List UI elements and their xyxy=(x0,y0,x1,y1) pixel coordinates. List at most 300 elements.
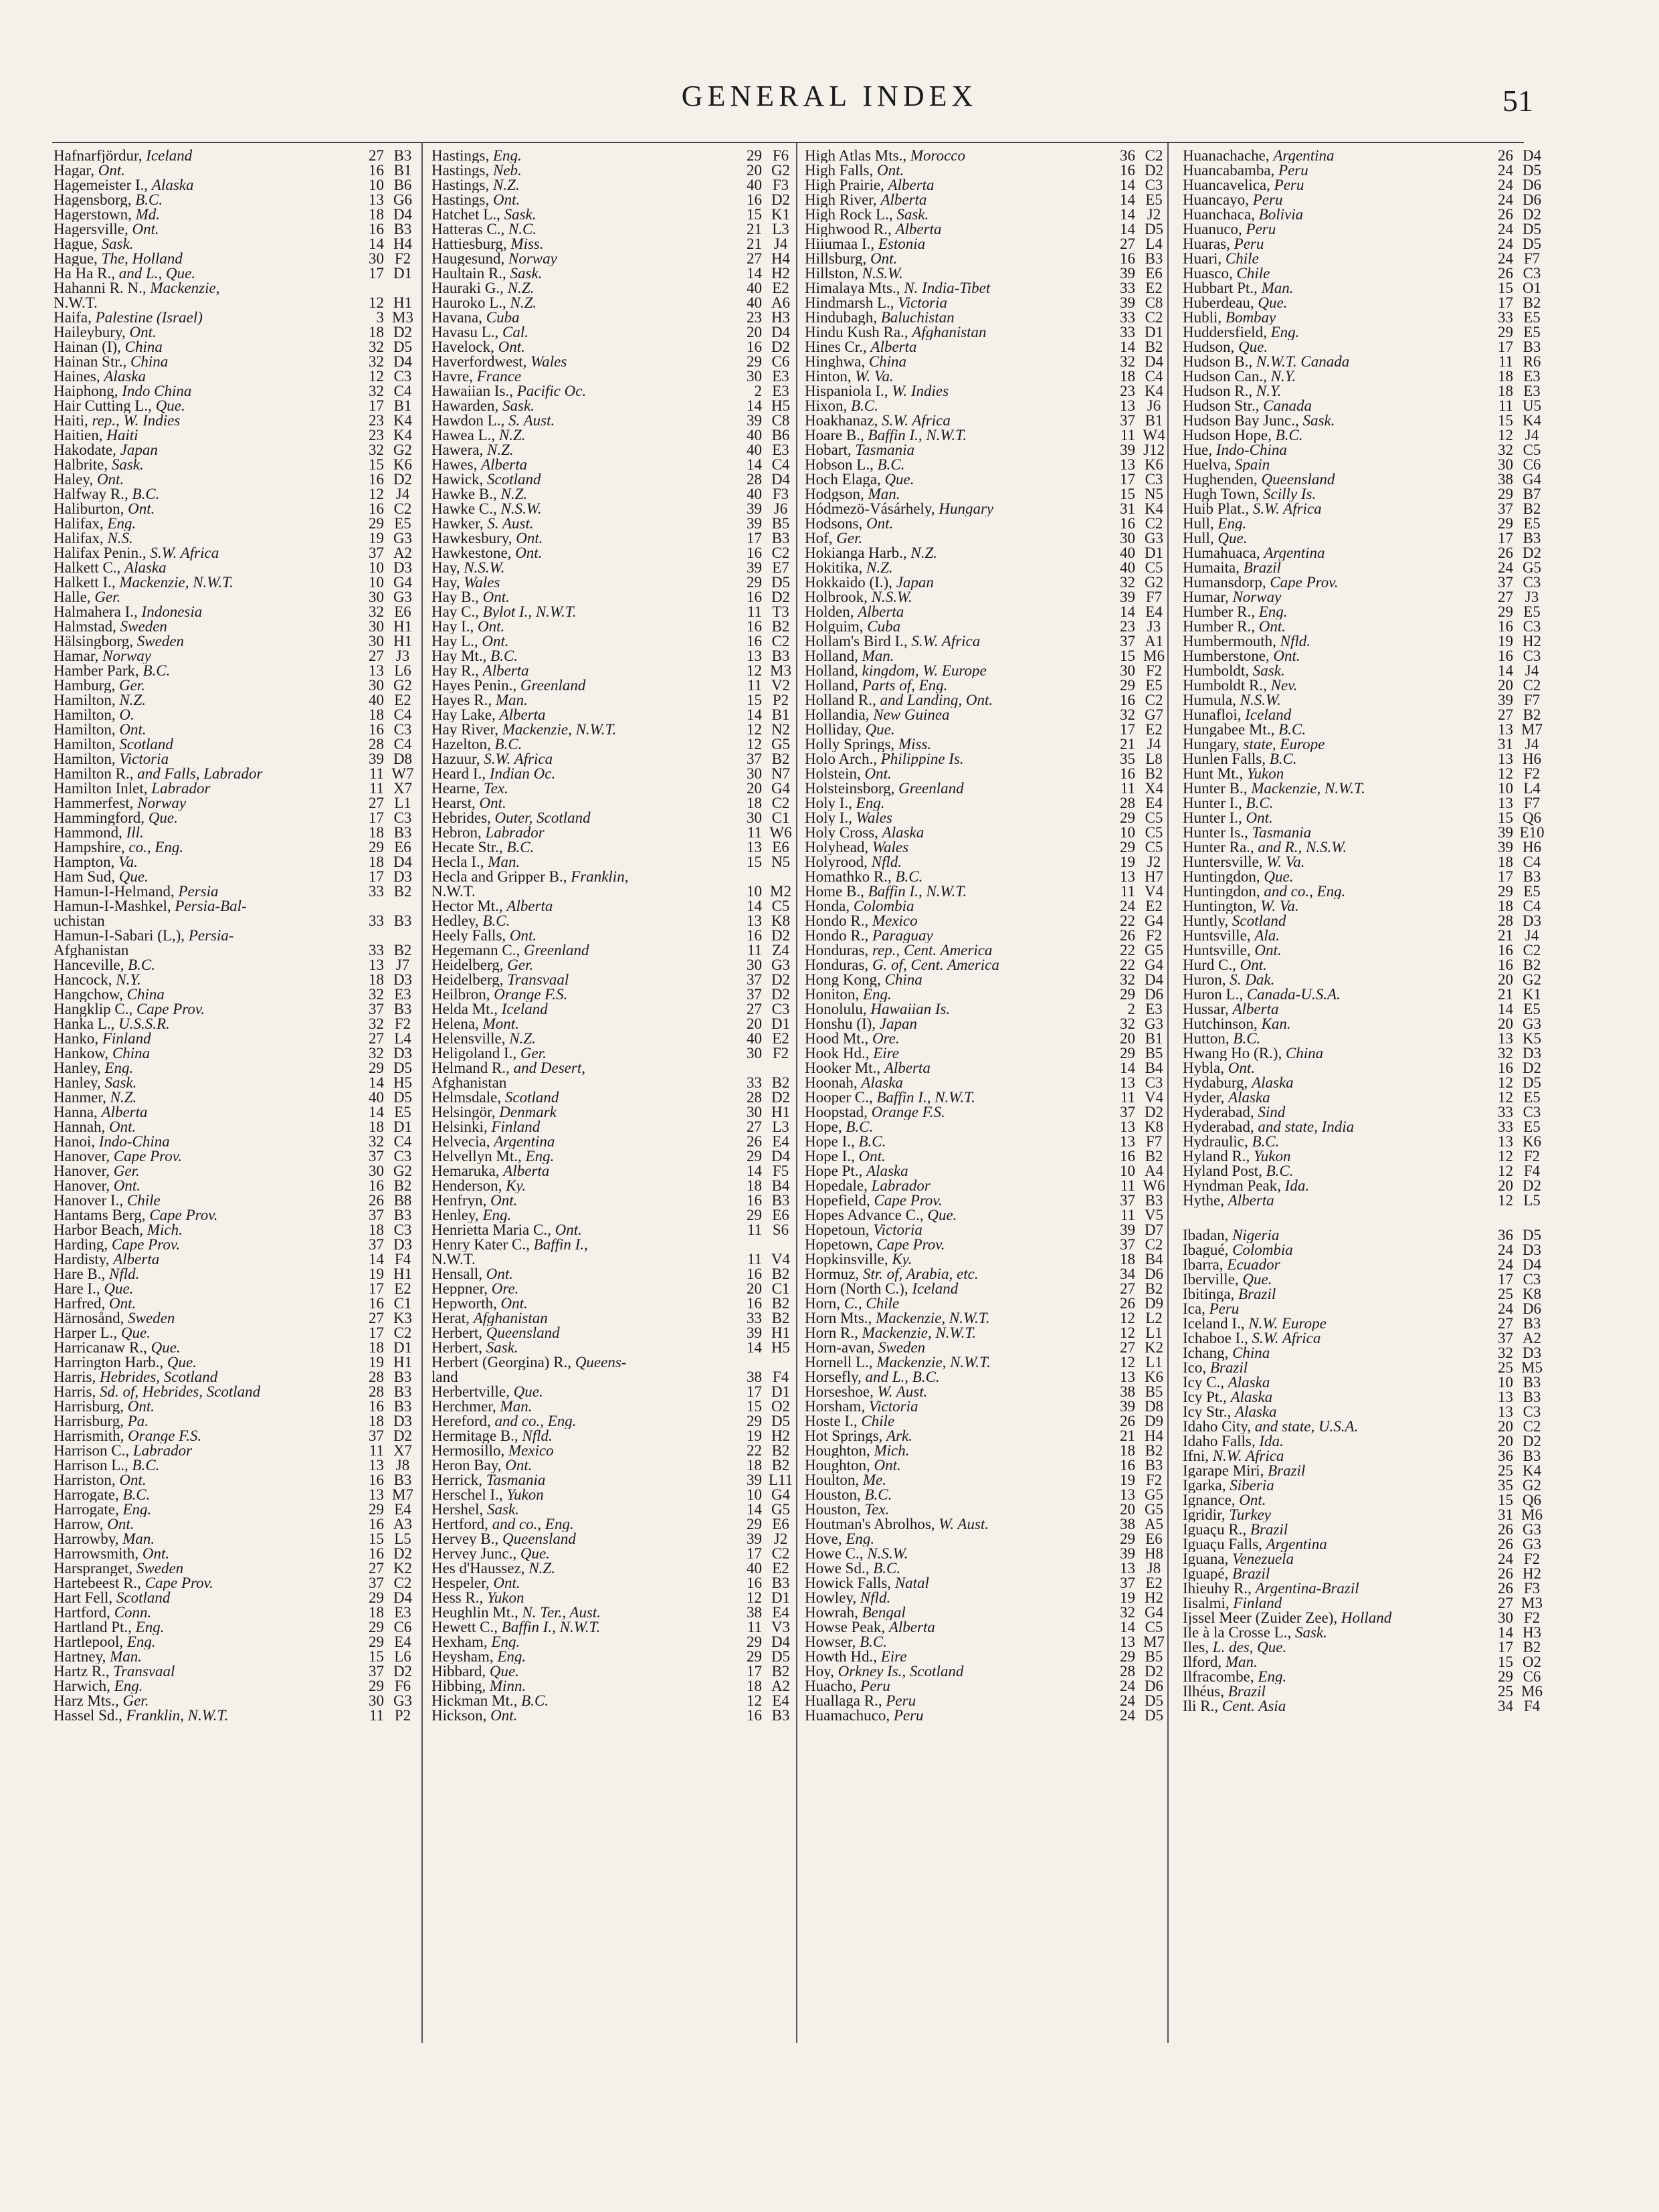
entry-name: Hartlepool, Eng. xyxy=(54,1635,156,1649)
index-entry xyxy=(805,413,1173,428)
entry-grid: E6 xyxy=(394,603,411,620)
index-entry xyxy=(431,1502,799,1517)
index-entry xyxy=(54,296,421,310)
index-entry xyxy=(1183,1493,1551,1508)
index-entry xyxy=(805,1164,1173,1179)
entry-grid: D7 xyxy=(1144,1221,1164,1238)
entry-grid: H1 xyxy=(393,294,413,311)
entry-name: Huancayo, Peru xyxy=(1183,193,1283,207)
page-title: GENERAL INDEX xyxy=(681,80,978,112)
index-entry xyxy=(54,914,421,928)
entry-page: 33 xyxy=(369,883,384,900)
entry-page: 18 xyxy=(1498,853,1513,870)
entry-page: 13 xyxy=(1120,1074,1135,1091)
entry-page: 10 xyxy=(1498,1374,1513,1391)
entry-page: 14 xyxy=(1498,1624,1513,1641)
entry-page: 32 xyxy=(369,1133,384,1150)
entry-name: Holland, Parts of, Eng. xyxy=(805,678,948,693)
index-entry xyxy=(431,678,799,693)
entry-page: 32 xyxy=(1498,1344,1513,1361)
entry-grid: D3 xyxy=(393,971,413,988)
index-entry xyxy=(431,693,799,708)
entry-name: Heard I., Indian Oc. xyxy=(431,767,556,781)
entry-page: 14 xyxy=(1120,603,1135,620)
entry-page: 11 xyxy=(747,824,762,841)
entry-grid: B2 xyxy=(1523,706,1541,723)
entry-grid: A5 xyxy=(1144,1516,1164,1532)
index-entry xyxy=(54,413,421,428)
entry-page: 33 xyxy=(1498,309,1513,326)
entry-name: Hart Fell, Scotland xyxy=(54,1591,171,1605)
entry-page: 39 xyxy=(1120,589,1135,605)
index-entry xyxy=(805,178,1173,193)
entry-grid: D2 xyxy=(771,191,791,208)
index-entry xyxy=(54,1635,421,1649)
entry-grid: K6 xyxy=(1144,1369,1164,1385)
entry-grid: B3 xyxy=(1523,530,1541,546)
entry-grid: G4 xyxy=(1144,912,1164,929)
entry-name: Howe C., N.S.W. xyxy=(805,1546,908,1561)
index-entry xyxy=(431,458,799,472)
index-entry xyxy=(431,310,799,325)
entry-page: 30 xyxy=(1120,530,1135,546)
index-entry xyxy=(805,1355,1173,1370)
entry-page: 24 xyxy=(1498,1550,1513,1567)
entry-name: Hayes Penin., Greenland xyxy=(431,678,586,693)
section-gap xyxy=(1183,1208,1551,1228)
index-entry xyxy=(1183,207,1551,222)
entry-grid: G4 xyxy=(771,780,791,797)
entry-grid: G3 xyxy=(771,957,791,973)
entry-page: 40 xyxy=(747,486,762,502)
entry-page: 12 xyxy=(1120,1354,1135,1371)
entry-name: Hamilton Inlet, Labrador xyxy=(54,781,211,796)
index-entry xyxy=(54,340,421,355)
entry-page: 14 xyxy=(747,265,762,282)
entry-page: 19 xyxy=(747,1427,762,1444)
entry-page: 37 xyxy=(747,986,762,1003)
entry-grid: J4 xyxy=(395,486,410,502)
entry-grid: E5 xyxy=(394,1104,411,1120)
index-entry xyxy=(1183,443,1551,458)
index-entry xyxy=(54,266,421,281)
entry-page: 21 xyxy=(1498,927,1513,944)
entry-page: 18 xyxy=(1498,368,1513,385)
index-entry xyxy=(1183,1193,1551,1208)
entry-grid: E6 xyxy=(394,839,411,856)
entry-grid: V4 xyxy=(771,1251,791,1268)
entry-page: 40 xyxy=(1120,559,1135,576)
entry-grid: D2 xyxy=(771,927,791,944)
entry-grid: F2 xyxy=(1523,1148,1541,1165)
entry-name: Hove, Eng. xyxy=(805,1532,875,1546)
entry-name: Hagersville, Ont. xyxy=(54,222,159,237)
index-entry xyxy=(431,1193,799,1208)
index-entry xyxy=(431,1576,799,1591)
entry-grid: B3 xyxy=(393,912,412,929)
entry-grid: G5 xyxy=(1144,1501,1164,1518)
entry-name: Hamar, Norway xyxy=(54,649,151,664)
entry-page: 32 xyxy=(1120,1015,1135,1032)
index-entry xyxy=(805,605,1173,619)
entry-name: Hong Kong, China xyxy=(805,973,922,987)
entry-name: Herbert, Queensland xyxy=(431,1326,560,1340)
entry-grid: F6 xyxy=(772,148,789,164)
index-entry xyxy=(1183,987,1551,1002)
entry-name: Hankow, China xyxy=(54,1046,151,1061)
entry-page: 30 xyxy=(369,250,384,267)
index-entry xyxy=(1183,1120,1551,1134)
entry-page: 20 xyxy=(1120,1030,1135,1047)
entry-grid: E4 xyxy=(1145,603,1163,620)
entry-page: 29 xyxy=(369,1678,384,1694)
entry-grid: D4 xyxy=(393,853,413,870)
entry-page: 33 xyxy=(747,1310,762,1326)
entry-name: Iguaçu R., Brazil xyxy=(1183,1522,1288,1537)
entry-name: Humbermouth, Nfld. xyxy=(1183,634,1311,649)
entry-grid: M2 xyxy=(770,883,791,900)
entry-page: 40 xyxy=(1120,544,1135,561)
index-entry xyxy=(54,722,421,737)
entry-name: land xyxy=(431,1370,458,1385)
entry-grid: E6 xyxy=(1145,265,1163,282)
entry-grid: F4 xyxy=(1523,1163,1541,1179)
entry-name: Hay, N.S.W. xyxy=(431,561,505,575)
index-entry xyxy=(1183,1076,1551,1090)
entry-page: 13 xyxy=(747,647,762,664)
entry-page: 12 xyxy=(747,1692,762,1709)
index-entry xyxy=(1183,1090,1551,1105)
entry-grid: V5 xyxy=(1144,1207,1164,1223)
entry-page: 17 xyxy=(747,1663,762,1680)
entry-grid: B2 xyxy=(1145,1280,1163,1297)
entry-grid: L6 xyxy=(394,662,411,679)
entry-page: 14 xyxy=(369,1104,384,1120)
index-entry xyxy=(431,516,799,531)
entry-page: 16 xyxy=(369,1472,384,1488)
entry-page: 14 xyxy=(1120,221,1135,237)
entry-page: 16 xyxy=(1120,250,1135,267)
entry-page: 18 xyxy=(747,1678,762,1694)
entry-page: 16 xyxy=(369,221,384,237)
entry-name: Hahanni R. N., Mackenzie, xyxy=(54,281,220,296)
entry-name: Hanover, Cape Prov. xyxy=(54,1149,182,1164)
entry-name: Ico, Brazil xyxy=(1183,1361,1248,1375)
index-entry xyxy=(1183,266,1551,281)
entry-name: Ilfracombe, Eng. xyxy=(1183,1670,1287,1684)
entry-name: Igarka, Siberia xyxy=(1183,1478,1274,1493)
entry-grid: C4 xyxy=(393,383,412,399)
entry-name: Henrietta Maria C., Ont. xyxy=(431,1223,582,1237)
entry-grid: E5 xyxy=(1145,191,1163,208)
index-entry xyxy=(54,1399,421,1414)
entry-grid: D4 xyxy=(1522,148,1542,164)
entry-grid: D5 xyxy=(393,1089,413,1106)
entry-name: Haiphong, Indo China xyxy=(54,384,192,399)
entry-name: Howser, B.C. xyxy=(805,1635,888,1649)
entry-grid: H1 xyxy=(393,1266,413,1282)
index-entry xyxy=(54,649,421,664)
entry-grid: H1 xyxy=(771,1104,791,1120)
index-entry xyxy=(54,1311,421,1326)
entry-grid: D2 xyxy=(1522,1060,1542,1076)
entry-page: 29 xyxy=(747,1148,762,1165)
index-entry xyxy=(54,1473,421,1488)
entry-grid: E3 xyxy=(394,1604,411,1621)
entry-name: Harrington Harb., Que. xyxy=(54,1355,197,1370)
index-entry xyxy=(805,987,1173,1002)
entry-name: Hinton, W. Va. xyxy=(805,369,894,384)
entry-grid: B3 xyxy=(1523,338,1541,355)
entry-page: 19 xyxy=(1120,1589,1135,1606)
index-entry xyxy=(431,369,799,384)
index-entry xyxy=(1183,384,1551,399)
entry-grid: N7 xyxy=(771,765,791,782)
entry-name: Hydraulic, B.C. xyxy=(1183,1134,1280,1149)
index-entry xyxy=(431,1385,799,1399)
entry-grid: C2 xyxy=(393,1324,412,1341)
entry-name: Ica, Peru xyxy=(1183,1302,1240,1316)
entry-name: Humahuaca, Argentina xyxy=(1183,546,1325,561)
entry-grid: M7 xyxy=(392,1486,413,1503)
entry-grid: J4 xyxy=(1525,927,1539,944)
entry-name: Houtman's Abrolhos, W. Aust. xyxy=(805,1517,989,1532)
entry-page: 12 xyxy=(1498,765,1513,782)
entry-page: 24 xyxy=(1498,1256,1513,1273)
index-entry xyxy=(54,1694,421,1708)
entry-grid: N5 xyxy=(771,853,791,870)
index-entry xyxy=(1183,413,1551,428)
entry-grid: B5 xyxy=(1145,1045,1163,1062)
entry-page: 18 xyxy=(1120,1442,1135,1459)
entry-page: 18 xyxy=(369,1339,384,1356)
entry-page: 15 xyxy=(747,206,762,223)
entry-grid: D1 xyxy=(393,265,413,282)
entry-name: Helvellyn Mt., Eng. xyxy=(431,1149,555,1164)
index-entry xyxy=(1183,1434,1551,1449)
index-entry xyxy=(805,1605,1173,1620)
index-column-2 xyxy=(431,148,799,2048)
entry-grid: K6 xyxy=(393,456,413,473)
index-entry xyxy=(54,1296,421,1311)
index-entry xyxy=(805,310,1173,325)
entry-page: 39 xyxy=(1120,294,1135,311)
entry-grid: H5 xyxy=(771,1339,791,1356)
entry-page: 11 xyxy=(1498,397,1513,414)
entry-page: 28 xyxy=(747,471,762,488)
entry-name: Helensville, N.Z. xyxy=(431,1031,536,1046)
index-entry xyxy=(54,325,421,340)
index-entry xyxy=(805,678,1173,693)
index-entry xyxy=(1183,1390,1551,1405)
index-entry xyxy=(54,634,421,649)
entry-grid: E5 xyxy=(1145,677,1163,694)
entry-page: 40 xyxy=(747,427,762,443)
entry-grid: H1 xyxy=(393,633,413,649)
entry-name: Himalaya Mts., N. India-Tibet xyxy=(805,281,991,296)
entry-grid: O1 xyxy=(1522,280,1542,296)
entry-name: Howley, Nfld. xyxy=(805,1591,891,1605)
index-entry xyxy=(54,958,421,973)
entry-name: Hopedale, Labrador xyxy=(805,1179,931,1193)
entry-name: Holstein, Ont. xyxy=(805,767,892,781)
entry-grid: C2 xyxy=(771,1545,790,1562)
entry-name: Hazelton, B.C. xyxy=(431,737,522,752)
index-entry xyxy=(431,207,799,222)
entry-page: 29 xyxy=(369,1501,384,1518)
entry-grid: C3 xyxy=(1523,574,1541,591)
entry-page: 10 xyxy=(1120,824,1135,841)
entry-grid: B4 xyxy=(771,1177,790,1194)
entry-page: 17 xyxy=(369,809,384,826)
entry-name: Ibadan, Nigeria xyxy=(1183,1228,1280,1243)
entry-grid: K4 xyxy=(393,427,413,443)
entry-name: Hussar, Alberta xyxy=(1183,1002,1279,1017)
index-entry xyxy=(54,1105,421,1120)
entry-grid: B4 xyxy=(1145,1060,1163,1076)
entry-page: 14 xyxy=(1120,206,1135,223)
entry-name: Hedley, B.C. xyxy=(431,914,510,928)
entry-name: Herrick, Tasmania xyxy=(431,1473,546,1488)
entry-page: 29 xyxy=(369,515,384,532)
entry-name: Henderson, Ky. xyxy=(431,1179,526,1193)
entry-grid: D3 xyxy=(393,1413,413,1429)
entry-grid: B3 xyxy=(1523,1315,1541,1332)
entry-page: 27 xyxy=(1120,235,1135,252)
index-entry xyxy=(431,781,799,796)
entry-grid: C3 xyxy=(393,809,412,826)
entry-name: Iisalmi, Finland xyxy=(1183,1596,1282,1611)
index-entry xyxy=(431,1061,799,1076)
entry-page: 16 xyxy=(747,633,762,649)
entry-page: 37 xyxy=(1120,1104,1135,1120)
entry-grid: L5 xyxy=(394,1530,411,1547)
entry-page: 40 xyxy=(747,1030,762,1047)
entry-grid: B2 xyxy=(1523,1639,1541,1655)
entry-page: 24 xyxy=(1498,177,1513,193)
entry-name: Ibagué, Colombia xyxy=(1183,1243,1293,1258)
entry-name: Huanachache, Argentina xyxy=(1183,148,1335,163)
entry-name: Helsingör, Denmark xyxy=(431,1105,557,1120)
index-entry xyxy=(805,1399,1173,1414)
entry-grid: E2 xyxy=(772,1030,789,1047)
entry-page: 37 xyxy=(1498,500,1513,517)
entry-name: Holland, kingdom, W. Europe xyxy=(805,664,987,678)
index-entry xyxy=(805,1679,1173,1694)
entry-name: Honda, Colombia xyxy=(805,899,914,914)
entry-grid: D3 xyxy=(1522,1344,1542,1361)
entry-page: 38 xyxy=(747,1604,762,1621)
index-entry xyxy=(805,222,1173,237)
entry-grid: C2 xyxy=(1145,1236,1163,1253)
index-entry xyxy=(1183,1684,1551,1699)
index-entry xyxy=(54,561,421,575)
entry-grid: R6 xyxy=(1523,353,1541,370)
entry-page: 20 xyxy=(747,162,762,179)
entry-name: Huntsville, Ont. xyxy=(1183,943,1282,958)
entry-name: Hay C., Bylot I., N.W.T. xyxy=(431,605,577,619)
entry-name: Horn-avan, Sweden xyxy=(805,1340,926,1355)
index-entry xyxy=(805,752,1173,767)
index-entry xyxy=(54,1708,421,1723)
entry-page: 23 xyxy=(369,427,384,443)
entry-name: Harris, Sd. of, Hebrides, Scotland xyxy=(54,1385,261,1399)
entry-page: 12 xyxy=(1498,1192,1513,1209)
entry-page: 15 xyxy=(1498,280,1513,296)
index-entry xyxy=(431,767,799,781)
entry-name: Howse Peak, Alberta xyxy=(805,1620,935,1635)
index-entry xyxy=(54,1061,421,1076)
entry-page: 20 xyxy=(1498,1177,1513,1194)
index-entry xyxy=(54,472,421,487)
entry-page: 18 xyxy=(1498,898,1513,914)
entry-name: Hague, Sask. xyxy=(54,237,134,252)
entry-page: 27 xyxy=(747,250,762,267)
entry-name: Hunafloi, Iceland xyxy=(1183,708,1292,722)
entry-name: Hindu Kush Ra., Afghanistan xyxy=(805,325,987,340)
entry-page: 15 xyxy=(1498,1653,1513,1670)
entry-name: Hoonah, Alaska xyxy=(805,1076,903,1090)
entry-page: 17 xyxy=(1498,868,1513,885)
entry-grid: C3 xyxy=(393,721,412,738)
entry-grid: C3 xyxy=(1523,1403,1541,1420)
entry-page: 18 xyxy=(369,971,384,988)
entry-grid: E4 xyxy=(772,1692,789,1709)
entry-page: 12 xyxy=(369,486,384,502)
entry-name: Hälsingborg, Sweden xyxy=(54,634,185,649)
index-entry xyxy=(54,1149,421,1164)
index-entry xyxy=(431,178,799,193)
entry-grid: H5 xyxy=(771,397,791,414)
index-entry xyxy=(431,1458,799,1473)
entry-name: Halifax, N.S. xyxy=(54,531,133,546)
index-entry xyxy=(1183,1405,1551,1419)
entry-page: 24 xyxy=(1498,1300,1513,1317)
index-entry xyxy=(54,1193,421,1208)
entry-name: Heidelberg, Ger. xyxy=(431,958,534,973)
entry-page: 29 xyxy=(1498,883,1513,900)
entry-page: 17 xyxy=(369,868,384,885)
entry-name: Hobson L., B.C. xyxy=(805,458,905,472)
entry-page: 39 xyxy=(1498,824,1513,841)
index-entry xyxy=(805,1517,1173,1532)
entry-page: 37 xyxy=(1120,412,1135,429)
entry-grid: D1 xyxy=(1144,324,1164,340)
entry-page: 18 xyxy=(369,206,384,223)
entry-grid: J8 xyxy=(395,1457,410,1474)
entry-name: Havre, France xyxy=(431,369,522,384)
entry-name: Heppner, Ore. xyxy=(431,1282,519,1296)
entry-page: 24 xyxy=(1498,191,1513,208)
index-entry xyxy=(431,148,799,163)
entry-page: 37 xyxy=(369,1148,384,1165)
entry-name: Hyland R., Yukon xyxy=(1183,1149,1291,1164)
index-entry xyxy=(54,443,421,458)
entry-page: 31 xyxy=(1498,1506,1513,1523)
entry-name: Hoy, Orkney Is., Scotland xyxy=(805,1664,964,1679)
entry-name: Howth Hd., Eire xyxy=(805,1649,907,1664)
entry-page: 29 xyxy=(369,1589,384,1606)
index-entry xyxy=(431,1208,799,1223)
entry-name: Hook Hd., Eire xyxy=(805,1046,899,1061)
index-entry xyxy=(1183,1134,1551,1149)
index-entry xyxy=(1183,1449,1551,1464)
entry-page: 37 xyxy=(1120,1575,1135,1591)
entry-grid: F6 xyxy=(394,1678,411,1694)
entry-page: 13 xyxy=(747,912,762,929)
index-entry xyxy=(431,722,799,737)
index-entry xyxy=(431,1370,799,1385)
